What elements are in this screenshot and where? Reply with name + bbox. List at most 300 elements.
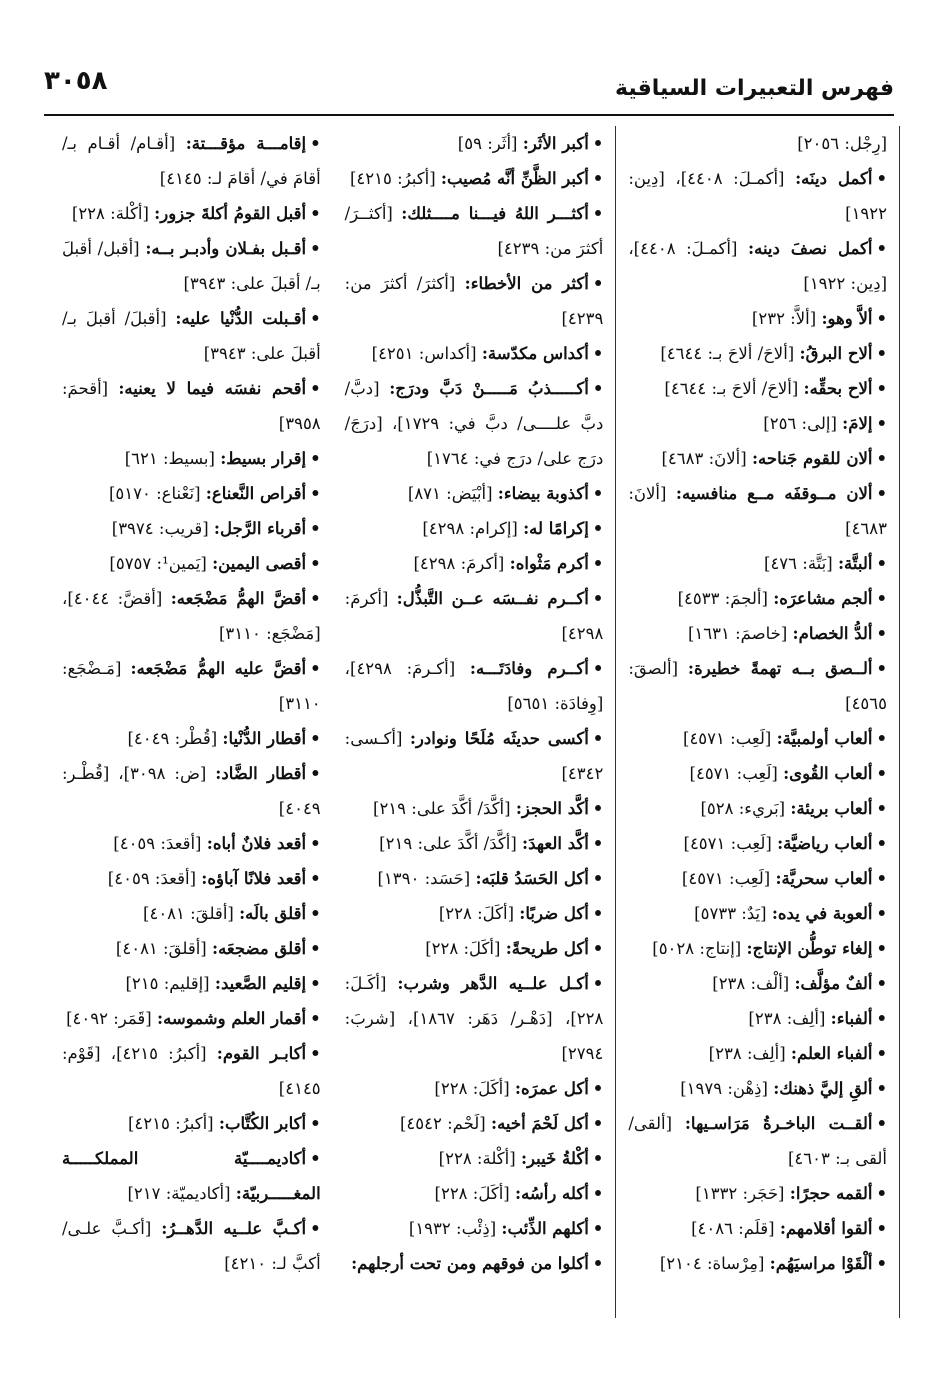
bullet-icon: • [592,484,604,503]
entry-phrase: أكاديمــــيّة المملكـــــة المغـــــربيّة: [62,1149,321,1203]
index-entry [628,721,887,756]
entry-reference: [إكرام: ٤٢٩٨] [422,519,518,538]
entry-reference: [لَعِب: ٤٥٧١] [683,729,772,748]
bullet-icon: • [876,169,888,188]
entry-reference: [لَعِب: ٤٥٧١] [689,764,778,783]
entry-reference: [خاصمَ: ١٦٣١] [687,624,788,643]
entry-reference: [بَريء: ٥٢٨] [700,799,786,818]
entry-reference: [ض: ٣٠٩٨]، [قُطْـر: ٤٠٤٩] [62,764,321,818]
entry-reference: [إقليم: ٢١٥] [125,974,210,993]
bullet-icon: • [310,239,321,258]
bullet-icon: • [592,659,604,678]
index-entry [62,511,321,546]
entry-phrase: أقحم نفسَه فيما لا يعنيه: [118,379,307,398]
entry-reference: [أكـرمَ: ٤٢٩٨]، [وِفادَة: ٥٦٥١] [344,659,604,713]
entry-phrase: أقبل القومُ أكلةَ جزور: [154,204,307,223]
entry-phrase: أكَّد العهدَ: [522,834,589,853]
bullet-icon: • [876,1044,888,1063]
entry-phrase: أكْلةُ خَيبر: [520,1149,589,1168]
entry-reference: [أقعدَ: ٤٠٥٩] [113,834,202,853]
index-entry [62,826,321,861]
entry-phrase: ألفباء: [830,1009,873,1028]
index-entry [628,406,887,441]
entry-phrase: ألْقَوْا مراسيَهُم: [769,1254,873,1273]
entry-phrase: ألاَّ وهو: [821,309,873,328]
entry-phrase: أكمل نصفَ دينه: [748,239,873,258]
index-entry [628,581,887,616]
entry-phrase: أقلق مضجعَه: [211,939,307,958]
entry-reference: [قلَم: ٤٠٨٦] [691,1219,775,1238]
index-entry [628,546,887,581]
entry-reference: [أبْيَض: ٨٧١] [407,484,493,503]
bullet-icon: • [310,869,321,888]
entry-phrase: إقامـــة مؤقـــتة: [185,134,307,153]
entry-reference: [قريب: ٣٩٧٤] [111,519,209,538]
bullet-icon: • [592,729,604,748]
bullet-icon: • [592,834,604,853]
bullet-icon: • [310,519,321,538]
entry-reference: [أقبلَ/ أقبلَ بـ/ أقبلَ على: ٣٩٤٣] [62,309,321,363]
column-left [616,126,900,1318]
index-entry [345,791,604,826]
bullet-icon: • [310,1114,321,1133]
entry-phrase: أكــرم نفــسَه عــن التَّبذُّل: [396,589,589,608]
entry-reference: [أكـبَّ علـى/ أكبَّ لـ: ٤٢١٠] [62,1219,321,1273]
entry-reference: [أكبرُ: ٤٢١٥] [349,169,436,188]
bullet-icon: • [310,939,321,958]
entry-phrase: إلغاء توطُّن الإنتاج: [746,939,873,958]
entry-reference: [أكبرُ: ٤٢١٥] [127,1114,214,1133]
index-entry [345,1176,604,1211]
entry-phrase: ألــصق بــه تهمةً خطيرة: [687,659,873,678]
entry-reference: [أكداس: ٤٢٥١] [371,344,477,363]
index-entry [62,1141,321,1211]
bullet-icon: • [876,904,888,923]
entry-phrase: إكرامًا له: [523,519,589,538]
entry-phrase: ألجم مشاعرَه: [773,589,873,608]
index-entry [345,476,604,511]
entry-phrase: أقلق بالَه: [239,904,307,923]
index-entry [628,126,887,161]
entry-reference: [أقضَّ: ٤٠٤٤]، [مَضْجَع: ٣١١٠] [62,589,321,643]
entry-phrase: ألعاب رياضيَّة: [777,834,873,853]
index-entry [628,966,887,1001]
entry-phrase: أكبر الظَّنِّ أنَّه مُصيب: [440,169,589,188]
index-entry [628,1071,887,1106]
entry-phrase: أقصى اليمين: [212,554,307,573]
entry-reference: [ألاحَ/ ألاحَ بـ: ٤٦٤٤] [664,379,799,398]
entry-phrase: أقـبلت الدُّنْيا عليه: [175,309,307,328]
entry-phrase: إقليم الصَّعيد: [214,974,307,993]
entry-reference: [أكـسى: ٤٣٤٢] [344,729,604,783]
entry-phrase: ألعوبة في يده: [771,904,873,923]
entry-reference: [ألصقَ: ٤٥٦٥] [628,659,888,713]
bullet-icon: • [592,169,604,188]
index-entry [628,1211,887,1246]
index-entry [62,196,321,231]
bullet-icon: • [876,1184,888,1203]
bullet-icon: • [310,659,321,678]
index-entry [628,1246,887,1281]
index-entry [62,1001,321,1036]
page-number: ٣٠٥٨ [44,66,108,96]
entry-reference: [أكَّدَ/ أكَّدَ على: ٢١٩] [379,834,517,853]
index-entry [628,1176,887,1211]
bullet-icon: • [592,589,604,608]
bullet-icon: • [592,1079,604,1098]
entry-reference: [بسيط: ٦٢١] [124,449,215,468]
index-entry [345,1071,604,1106]
index-entry [345,721,604,791]
entry-reference: [ألاَّ: ٢٣٢] [751,309,817,328]
bullet-icon: • [310,134,321,153]
entry-phrase: أكَّد الحجز: [515,799,589,818]
entry-phrase: ألعاب القُوى: [783,764,873,783]
entry-reference: [لَعِب: ٤٥٧١] [681,869,771,888]
bullet-icon: • [310,554,321,573]
bullet-icon: • [592,1219,604,1238]
entry-phrase: ألان مــوقفَه مــع منافسيه: [675,484,873,503]
entry-phrase: أكـبَّ علــيه الدَّهــرُ: [161,1219,307,1238]
index-entry [345,581,604,651]
index-entry [345,336,604,371]
entry-reference: [يَدٌ: ٥٧٣٣] [694,904,767,923]
entry-reference: [ألِف: ٢٣٨] [708,1044,786,1063]
entry-reference: [أكَلَ: ٢٢٨] [425,939,501,958]
bullet-icon: • [592,799,604,818]
index-entry [345,126,604,161]
index-entry [62,896,321,931]
entry-phrase: أكـل علــيه الدَّهر وشرب: [397,974,589,993]
index-entry [62,966,321,1001]
entry-reference: [أكَلَ: ٢٢٨] [438,904,515,923]
entry-phrase: أقمار العلم وشموسه: [156,1009,307,1028]
entry-reference: [مِرْساة: ٢١٠٤] [659,1254,765,1273]
entry-reference: [حَجَر: ١٣٣٢] [695,1184,785,1203]
entry-reference: [أكَلَ: ٢٢٨] [434,1184,510,1203]
bullet-icon: • [876,764,888,783]
index-entry [628,371,887,406]
bullet-icon: • [876,309,888,328]
bullet-icon: • [592,1149,604,1168]
entry-reference: [أكمـلَ: ٤٤٠٨]، [دِين: ١٩٢٢] [628,169,888,223]
index-entry [62,1211,321,1281]
entry-reference: [أكاديميّة: ٢١٧] [127,1184,231,1203]
entry-phrase: ألقمه حجرًا: [789,1184,873,1203]
bullet-icon: • [876,729,888,748]
bullet-icon: • [876,1219,888,1238]
bullet-icon: • [310,1009,321,1028]
bullet-icon: • [592,554,604,573]
entry-reference: [أثَر: ٥٩] [457,134,518,153]
entry-reference: [أقـام/ أقـام بـ/ أقامَ في/ أقامَ لـ: ٤١٤٥] [62,134,321,188]
index-entry [628,1036,887,1071]
page-header [44,54,894,116]
entry-reference: [لَعِب: ٤٥٧١] [683,834,772,853]
entry-reference: [أقلقَ: ٤٠٨١] [143,904,234,923]
bullet-icon: • [592,379,604,398]
index-entry [62,371,321,441]
index-entry [628,791,887,826]
entry-phrase: أكله رأسُه: [514,1184,589,1203]
index-entry [62,231,321,301]
entry-phrase: إلامَ: [842,414,873,433]
entry-phrase: أكداس مكدّسة: [481,344,589,363]
index-entry [345,371,604,476]
bullet-icon: • [310,589,321,608]
entry-reference: [ألانَ: ٤٦٨٣] [661,449,747,468]
bullet-icon: • [876,589,888,608]
entry-reference: [أكثرَ/ أكثرَ من: ٤٢٣٩] [344,274,604,328]
bullet-icon: • [876,344,888,363]
index-entry [345,861,604,896]
index-entry [628,616,887,651]
bullet-icon: • [876,449,888,468]
entry-phrase: أكلهم الذِّئب: [501,1219,589,1238]
entry-phrase: أكل لَحْمَ أخيه: [491,1114,589,1133]
index-entry [628,896,887,931]
running-title: فهرس التعبيرات السياقية [615,76,894,101]
bullet-icon: • [592,974,604,993]
index-entry [345,511,604,546]
index-entry [628,756,887,791]
entry-reference: [أكْلة: ٢٢٨] [438,1149,516,1168]
index-entry [345,1211,604,1246]
column-middle [333,126,617,1318]
index-entry [628,231,887,301]
bullet-icon: • [876,869,888,888]
entry-reference: [أقلقَ: ٤٠٨١] [115,939,207,958]
index-entry [62,476,321,511]
entry-reference: [ألْف: ٢٣٨] [712,974,790,993]
bullet-icon: • [592,1254,604,1273]
entry-phrase: ألفٌ مؤلَّف: [794,974,873,993]
entry-reference: [ألِف: ٢٣٨] [748,1009,826,1028]
index-entry [62,126,321,196]
bullet-icon: • [310,449,321,468]
bullet-icon: • [592,904,604,923]
bullet-icon: • [310,1044,321,1063]
index-entry [345,161,604,196]
entry-phrase: أقرباء الرَّجل: [213,519,307,538]
bullet-icon: • [310,204,321,223]
entry-reference: [أكمـلَ: ٤٤٠٨]، [دِين: ١٩٢٢] [628,239,888,293]
index-entry [345,266,604,336]
index-entry [62,1106,321,1141]
bullet-icon: • [876,974,888,993]
entry-phrase: ألفباء العلم: [790,1044,873,1063]
bullet-icon: • [310,1219,321,1238]
bullet-icon: • [310,974,321,993]
bullet-icon: • [876,799,888,818]
entry-reference: [ألاحَ/ ألاحَ بـ: ٤٦٤٤] [660,344,795,363]
index-entry [628,931,887,966]
entry-phrase: ألقِ إليَّ ذهنك: [773,1079,873,1098]
bullet-icon: • [592,274,604,293]
index-entry [62,546,321,581]
index-entry [345,896,604,931]
index-entry [62,1036,321,1106]
index-entry [62,931,321,966]
entry-reference: [دبَّ/ دبَّ علــــى/ دبَّ في: ١٧٢٩]، [درَجَ/ درَج على/ درَج في: ١٧٦٤] [344,379,604,468]
index-entry [62,861,321,896]
index-columns [50,126,900,1318]
entry-phrase: ألاح بحقِّه: [803,379,873,398]
entry-phrase: أكبر الأثَر: [522,134,589,153]
entry-reference: [مَـضْجَع: ٣١١٠] [62,659,321,713]
bullet-icon: • [592,204,604,223]
entry-reference: [أكْلة: ٢٢٨] [71,204,149,223]
bullet-icon: • [592,1184,604,1203]
index-entry [628,651,887,721]
bullet-icon: • [592,869,604,888]
entry-reference: [أقحمَ: ٣٩٥٨] [62,379,321,433]
entry-reference: [نَعْناع: ٥١٧٠] [108,484,201,503]
bullet-icon: • [592,134,604,153]
entry-reference: [أكرمَ: ٤٢٩٨] [344,589,604,643]
entry-phrase: أكـــــذبُ مَـــــنْ دَبَّ ودرَج: [389,379,589,398]
entry-phrase: أقراص النَّعناع: [205,484,307,503]
entry-reference: [ألقى/ ألقى بـ: ٤٦٠٣] [628,1114,888,1168]
bullet-icon: • [876,624,888,643]
entry-reference: [ألجمَ: ٤٥٣٣] [677,589,768,608]
entry-reference: [قُطْر: ٤٠٤٩] [127,729,218,748]
bullet-icon: • [310,309,321,328]
bullet-icon: • [876,1079,888,1098]
entry-phrase: ألان للقوم جَناحه: [751,449,873,468]
entry-phrase: أقطار الضَّاد: [215,764,307,783]
entry-reference: [أكبرُ: ٤٢١٥]، [قَوْم: ٤١٤٥] [62,1044,321,1098]
entry-phrase: أكمل دينَه: [795,169,873,188]
entry-reference: [أكثــرَ/ أكثرَ من: ٤٢٣٩] [344,204,604,258]
bullet-icon: • [592,1114,604,1133]
bullet-icon: • [876,659,888,678]
bullet-icon: • [310,1149,321,1168]
index-entry [62,441,321,476]
entry-reference: [ألانَ: ٤٦٨٣] [628,484,888,538]
entry-phrase: أقـبل بفـلان وأدبـر بــه: [145,239,307,258]
index-entry [628,861,887,896]
entry-phrase: أكذوبة بيضاء: [497,484,589,503]
entry-reference: [أكَّدَ/ أكَّدَ على: ٢١٩] [373,799,511,818]
column-right [50,126,333,1318]
bullet-icon: • [876,554,888,573]
index-entry [62,756,321,826]
entry-reference: [إنتاج: ٥٠٢٨] [652,939,742,958]
index-entry [345,1106,604,1141]
bullet-icon: • [592,939,604,958]
index-entry [628,441,887,476]
index-entry [345,196,604,266]
index-entry [345,826,604,861]
index-entry [345,1246,604,1281]
entry-reference: [يَمين¹: ٥٧٥٧] [109,554,207,573]
entry-reference: [رِجْل: ٢٠٥٦] [797,134,888,153]
index-entry [62,581,321,651]
bullet-icon: • [310,729,321,748]
entry-phrase: أكابـر القوم: [216,1044,307,1063]
entry-phrase: ألاح البرقُ: [799,344,873,363]
entry-phrase: أقعد فلانًا آباؤه: [201,869,307,888]
bullet-icon: • [876,239,888,258]
entry-phrase: أكل ضربًا: [519,904,589,923]
entry-phrase: أكسى حديثَه مُلَحًا ونوادر: [409,729,589,748]
index-entry [628,301,887,336]
index-entry [62,301,321,371]
index-entry [628,826,887,861]
entry-phrase: ألعاب سحريَّة: [775,869,873,888]
entry-phrase: أكل طريحةً: [505,939,589,958]
index-entry [62,651,321,721]
entry-phrase: أكثر من الأخطاء: [464,274,589,293]
entry-phrase: أكرم مَثْواه: [509,554,589,573]
entry-reference: [ذِهْن: ١٩٧٩] [680,1079,768,1098]
entry-phrase: أكثـــر اللهُ فيـــنا مــــثلك: [401,204,589,223]
entry-phrase: أكابر الكُتَّاب: [218,1114,307,1133]
entry-phrase: أكــرم وفادَتَـــه: [469,659,589,678]
index-entry [345,1141,604,1176]
entry-reference: [أكَلَ: ٢٢٨] [434,1079,510,1098]
bullet-icon: • [592,519,604,538]
entry-phrase: ألعاب بريئة: [790,799,873,818]
bullet-icon: • [876,414,888,433]
entry-phrase: أكل عمرَه: [514,1079,589,1098]
index-entry [628,476,887,546]
index-entry [345,651,604,721]
index-entry [628,336,887,371]
entry-reference: [أقبل/ أقبلَ بـ/ أقبلَ على: ٣٩٤٣] [62,239,321,293]
entry-phrase: أقطار الدُّنْيا: [222,729,307,748]
entry-phrase: أقعد فلانٌ أباه: [206,834,307,853]
entry-reference: [قَمَر: ٤٠٩٢] [66,1009,152,1028]
index-entry [345,966,604,1071]
bullet-icon: • [310,834,321,853]
entry-phrase: ألقوا أقلامهم: [779,1219,873,1238]
entry-phrase: ألبتَّة: [837,554,873,573]
bullet-icon: • [592,344,604,363]
index-entry [628,1106,887,1176]
bullet-icon: • [310,764,321,783]
entry-reference: [أقعدَ: ٤٠٥٩] [107,869,197,888]
bullet-icon: • [876,834,888,853]
entry-reference: [لَحْم: ٤٥٤٢] [399,1114,486,1133]
entry-phrase: أكل الحَسَدُ قلبَه: [475,869,589,888]
index-entry [345,546,604,581]
entry-phrase: ألعاب أولمبيَّة: [776,729,873,748]
bullet-icon: • [876,1009,888,1028]
entry-phrase: ألدُّ الخصام: [792,624,873,643]
entry-phrase: أقضَّ عليه الهمُّ مَضْجَعه: [130,659,307,678]
index-entry [345,931,604,966]
entry-phrase: أقضَّ الهمُّ مَضْجَعه: [170,589,307,608]
bullet-icon: • [310,904,321,923]
bullet-icon: • [876,484,887,503]
entry-reference: [إلى: ٢٥٦] [763,414,837,433]
bullet-icon: • [876,1254,888,1273]
bullet-icon: • [876,939,888,958]
entry-reference: [بَتَّة: ٤٧٦] [764,554,833,573]
entry-phrase: أكلوا من فوقهم ومن تحت أرجلهم: [351,1254,589,1273]
entry-reference: [ذِئْب: ١٩٣٢] [408,1219,497,1238]
entry-reference: [أكرمَ: ٤٢٩٨] [413,554,505,573]
entry-reference: [أكَـلَ: ٢٢٨]، [دَهْـر/ دَهَر: ١٨٦٧]، [شربَ: ٢٧٩٤] [344,974,604,1063]
entry-reference: [حَسَد: ١٣٩٠] [377,869,471,888]
bullet-icon: • [876,379,888,398]
entry-phrase: ألقــت الباخـرةُ مَرَاسـيها: [684,1114,873,1133]
bullet-icon: • [310,379,321,398]
index-entry [628,161,887,231]
bullet-icon: • [310,484,321,503]
